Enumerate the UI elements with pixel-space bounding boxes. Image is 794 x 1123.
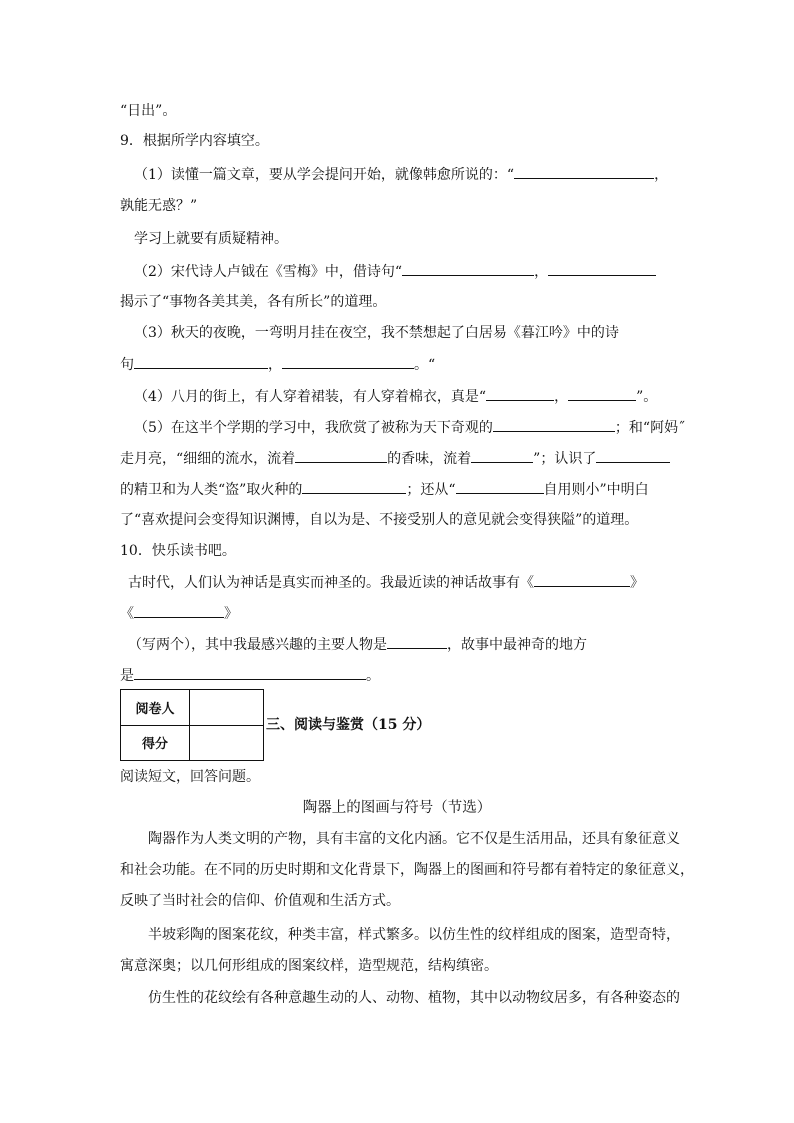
q9-item-1-cont: 孰能无惑？” [120,198,198,214]
fill-blank[interactable] [134,603,224,618]
fill-blank[interactable] [534,572,630,587]
q9-item-5-cont-3: 了“喜欢提问会变得知识渊博，自以为是、不接受别人的意见就会变得狭隘”的道理。 [120,512,639,528]
q9-item-1: （1）读懂一篇文章，要从学会提问开始，就像韩愈所说的：“ ， [134,164,668,184]
article-p1-line-3: 反映了当时社会的信仰、价值观和生活方式。 [120,893,400,909]
fill-blank[interactable] [493,417,615,432]
q9-item-5: （5）在这半个学期的学习中，我欣赏了被称为天下奇观的 ；和“阿妈˝ [134,417,685,437]
q10-line-2: 《 》 [120,603,238,623]
q10-line-3: （写两个），其中我最感兴趣的主要人物是 ，故事中最神奇的地方 [128,634,587,654]
article-p3-line-1: 仿生性的花纹绘有各种意趣生动的人、动物、植物，其中以动物纹居多，有各种姿态的 [148,990,680,1006]
fill-blank[interactable] [134,354,268,369]
question-10-title: 10．快乐读书吧。 [120,543,236,559]
q9-item-3-cont: 句 ， 。“ [120,354,435,374]
fill-blank[interactable] [471,448,533,463]
q9-item-2-cont: 揭示了“事物各美其美，各有所长”的道理。 [120,294,387,310]
fill-blank[interactable] [302,479,406,494]
article-p2-line-2: 寓意深奥；以几何形组成的图案纹样，造型规范，结构缜密。 [120,958,498,974]
fill-blank[interactable] [282,354,414,369]
q10-line-1: 古时代，人们认为神话是真实而神圣的。我最近读的神话故事有《 》 [128,572,644,592]
article-p1-line-1: 陶器作为人类文明的产物，具有丰富的文化内涵。它不仅是生活用品，还具有象征意义 [148,831,680,847]
reading-instruction: 阅读短文，回答问题。 [120,769,260,785]
q10-line-4: 是 。 [120,665,380,685]
fill-blank[interactable] [596,448,670,463]
q9-item-1-note: 学习上就要有质疑精神。 [134,231,288,247]
fill-blank[interactable] [568,386,636,401]
q9-item-4: （4）八月的街上，有人穿着裙装，有人穿着棉衣，真是“ ， ”。 [134,386,657,406]
fill-blank[interactable] [295,448,387,463]
q9-item-5-cont-2: 的精卫和为人类“盗”取火种的 ；还从“ 自用则小”中明白 [120,479,649,499]
paragraph-fragment: “日出”。 [120,103,177,119]
score-cell[interactable] [190,725,264,761]
q9-item-5-cont-1: 走月亮，“细细的流水，流着 的香味，流着 ”；认识了 [120,448,670,468]
reviewer-cell[interactable] [190,690,264,726]
score-table [120,689,264,761]
fill-blank[interactable] [456,479,544,494]
reviewer-label: 阅卷人 [121,690,190,726]
fill-blank[interactable] [514,164,654,179]
q9-item-2: （2）宋代诗人卢钺在《雪梅》中，借诗句“ ， [134,261,656,281]
score-label: 得分 [121,725,190,761]
fill-blank[interactable] [402,261,534,276]
fill-blank[interactable] [486,386,554,401]
fill-blank[interactable] [548,261,656,276]
article-title: 陶器上的图画与符号（节选） [302,800,492,816]
fill-blank[interactable] [387,634,447,649]
fill-blank[interactable] [134,665,366,680]
section-3-heading: 三、阅读与鉴赏（15 分） [266,717,431,733]
article-p1-line-2: 和社会功能。在不同的历史时期和文化背景下，陶器上的图画和符号都有着特定的象征意义， [120,862,694,878]
question-9-title: 9．根据所学内容填空。 [120,133,269,149]
article-p2-line-1: 半坡彩陶的图案花纹，种类丰富，样式繁多。以仿生性的纹样组成的图案，造型奇特， [148,927,680,943]
q9-item-3: （3）秋天的夜晚，一弯明月挂在夜空，我不禁想起了白居易《暮江吟》中的诗 [134,325,619,341]
